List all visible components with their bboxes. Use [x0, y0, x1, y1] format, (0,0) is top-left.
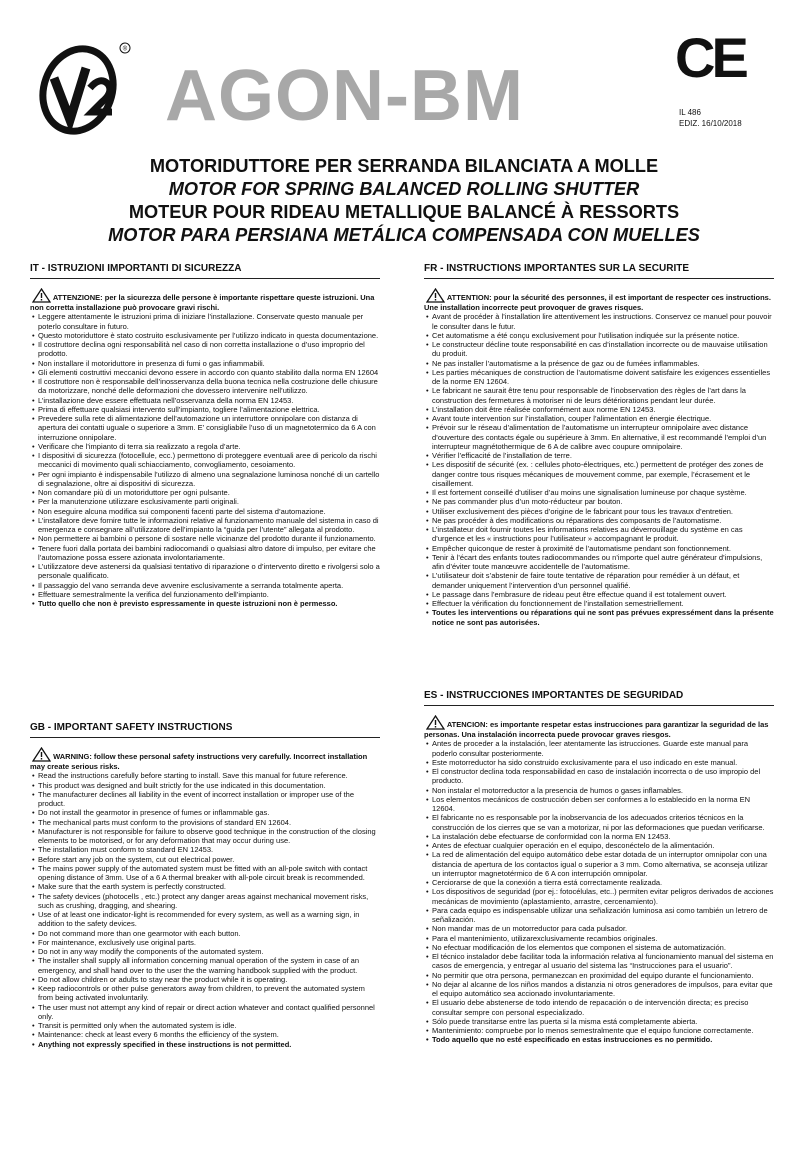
list-item: • Cerciorarse de que la conexión a tierra está correctamente realizada.	[424, 878, 774, 887]
warning-text-it: ATTENZIONE: per la sicurezza delle persone è importante rispettare queste istruzioni. Una non corretta installazione può provocare gravi rischi.	[30, 293, 375, 312]
product-brand: AGON-BM	[165, 56, 524, 136]
list-item: • Empêcher quiconque de rester à proximité de l’automatisme pendant son fonctionnement.	[424, 544, 774, 553]
list-item: • Para el mantenimiento, utilizarexclusivamente recambios originales.	[424, 934, 774, 943]
list-item: • El fabricante no es responsable por la inobservancia de los adecuados criterios técnicos en la construcción de los cierres que se van a motorizar, ni por las deformaciones que puedan verificarse.	[424, 813, 774, 832]
list-item: • Tenir à l’écart des enfants toutes radiocommandes ou n’importe quel autre générateur d’impulsions, afin d’éviter toute manœuvre accidentelle de l’automatisme.	[424, 553, 774, 572]
warning-es	[424, 715, 774, 739]
list-item: • The manufacturer declines all liability in the event of incorrect installation or improper use of the product.	[30, 790, 380, 809]
list-item: • Avant de procéder à l’installation lire attentivement les instructions. Conservez ce manuel pour pouvoir le consulter dans le futur.	[424, 312, 774, 331]
list-item: • Non eseguire alcuna modifica sui componenti facenti parte del sistema d’automazione.	[30, 507, 380, 516]
list-item: • L’utilisateur doit s’abstenir de faire toute tentative de réparation pour remédier à un défaut, et demander uniquement l’intervention d’un personnel qualifié.	[424, 571, 774, 590]
safety-list-it	[30, 312, 380, 608]
safety-list-gb	[30, 771, 380, 1049]
warning-text-es: ATENCION: es importante respetar estas instrucciones para garantizar la seguridad de las personas. Una instalación incorrecta puede provocar graves riesgos.	[424, 720, 769, 739]
final-note-fr: • Toutes les interventions ou réparations qui ne sont pas prévues expressément dans la présente notice ne sont pas autorisées.	[424, 608, 774, 627]
list-item: • Prevedere sulla rete di alimentazione dell’automazione un interruttore onnipolare con distanza di apertura dei contatti uguale o superiore a 3mm. E’ consigliabile l’uso di un magnetotermico da 6 A con interruzione onnipolare.	[30, 414, 380, 442]
ce-mark: CE	[675, 26, 745, 89]
list-item: • Do not install the gearmotor in presence of fumes or inflammable gas.	[30, 808, 380, 817]
list-item: • Keep radiocontrols or other pulse generators away from children, to prevent the automated system from being activated involuntarily.	[30, 984, 380, 1003]
list-item: • Il passaggio del vano serranda deve avvenire esclusivamente a serranda totalmente aperta.	[30, 581, 380, 590]
list-item: • Avant toute intervention sur l’installation, couper l’alimentation en énergie électrique.	[424, 414, 774, 423]
list-item: • Before start any job on the system, cut out electrical power.	[30, 855, 380, 864]
list-item: • For maintenance, exclusively use original parts.	[30, 938, 380, 947]
safety-list-fr	[424, 312, 774, 627]
section-gb	[30, 722, 380, 1049]
list-item: • Prévoir sur le réseau d’alimentation de l’automatisme un interrupteur omnipolaire avec distance d’ouverture des contacts égale ou supérieure à 3mm. En alternative, il est recommandé l’emploi d’un interrupteur magnétothermique de 6 A de calibre avec coupure omnipolaire.	[424, 423, 774, 451]
document-info	[679, 107, 742, 129]
list-item: • Do not in any way modify the components of the automated system.	[30, 947, 380, 956]
warning-text-gb: WARNING: follow these personal safety instructions very carefully. Incorrect installation may create serious risks.	[30, 752, 368, 771]
list-item: • Transit is permitted only when the automated system is idle.	[30, 1021, 380, 1030]
list-item: • Read the instructions carefully before starting to install. Save this manual for future reference.	[30, 771, 380, 780]
list-item: • No dejar al alcanne de los niños mandos a distanzia ni otros generadores de impulsos, para evitar que el equipo automático sea accionado involuntariamente.	[424, 980, 774, 999]
list-item: • Vérifier l’efficacité de l’installation de terre.	[424, 451, 774, 460]
list-item: • Le constructeur décline toute responsabilité en cas d’installation incorrecte ou de mauvaise utilisation du produit.	[424, 340, 774, 359]
list-item: • El usuario debe abstenerse de todo intendo de repacación o de intervención directa; es preciso consultar sempre con personal especializado.	[424, 998, 774, 1017]
list-item: • L’installateur doit fournir toutes les informations relatives au déverrouillage du système en cas d’urgence et les « instructions pour l’utilisateur » accompagnant le produit.	[424, 525, 774, 544]
list-item: • The installation must conform to standard EN 12453.	[30, 845, 380, 854]
list-item: • Tenere fuori dalla portata dei bambini radiocomandi o qualsiasi altro datore di impulso, per evitare che l’automazione possa essere azionata involontariamente.	[30, 544, 380, 563]
list-item: • Para cada equipo es indispensable utilizar una señalización luminosa asi como también un letrero de señalización.	[424, 906, 774, 925]
registered-mark: ®	[122, 46, 128, 53]
warning-gb	[30, 747, 380, 771]
list-item: • Le passage dans l’embrasure de rideau peut être effectue quand il est totalement ouvert.	[424, 590, 774, 599]
final-note-gb: • Anything not expressly specified in these instructions is not permitted.	[30, 1040, 380, 1049]
list-item: • La instalación debe efectuarse de conformidad con la norma EN 12453.	[424, 832, 774, 841]
section-fr	[424, 263, 774, 627]
list-item: • L’installatore deve fornire tutte le informazioni relative al funzionamento manuale del sistema in caso di emergenza e consegnare all’utilizzatore dell’impianto la “guida per l’utente” allegata al prodotto.	[30, 516, 380, 535]
list-item: • Do not command more than one gearmotor with each button.	[30, 929, 380, 938]
warning-icon	[32, 747, 51, 762]
list-item: • Per la manutenzione utilizzare esclusivamente parti originali.	[30, 497, 380, 506]
list-item: • The safety devices (photocells , etc.) protect any danger areas against mechanical movement risks, such as crushing, dragging, and shearing.	[30, 892, 380, 911]
list-item: • Non instalar el motorreductor a la presencia de humos o gases inflamables.	[424, 786, 774, 795]
list-item: • Cet automatisme a été conçu exclusivement pour l’utilisation indiquée sur la présente notice.	[424, 331, 774, 340]
title-it: MOTORIDUTTORE PER SERRANDA BILANCIATA A MOLLE	[149, 156, 659, 176]
list-item: • The user must not attempt any kind of repair or direct action whatever and contact qualified personnel only.	[30, 1003, 380, 1022]
list-item: • I dispositivi di sicurezza (fotocellule, ecc.) permettono di proteggere eventuali aree di pericolo da rischi meccanici di movimento quali schiacciamento, convogliamento, cesoiamento.	[30, 451, 380, 470]
list-item: • Il est fortement conseillé d’utiliser d’au moins une signalisation lumineuse por chaque système.	[424, 488, 774, 497]
list-item: • Questo motoriduttore è stato costruito esclusivamente per l’utilizzo indicato in questa documentazione.	[30, 331, 380, 340]
section-title-fr: FR - INSTRUCTIONS IMPORTANTES SUR LA SECURITE	[424, 263, 774, 279]
list-item: • Gli elementi costruttivi meccanici devono essere in accordo con quanto stabilito dalla norma EN 12604	[30, 368, 380, 377]
list-item: • Este motorreductor ha sido construido exclusivamente para el uso indicado en este manual.	[424, 758, 774, 767]
list-item: • Il costruttore non è responsabile dell’inosservanza della buona tecnica nella costruzione delle chiusure da motorizzare, nonché delle deformazioni che dovessero intervenire nell’utilizzo.	[30, 377, 380, 396]
list-item: • L’utilizzatore deve astenersi da qualsiasi tentativo di riparazione o d’intervento diretto e rivolgersi solo a personale qualificato.	[30, 562, 380, 581]
list-item: • Manufacturer is not responsible for failure to observe good technique in the construction of the closing elements to be motorised, or for any deformation that may occur during use.	[30, 827, 380, 846]
list-item: • Utiliser exclusivement des pièces d’origine de le fabricant pour tous les travaux d’entretien.	[424, 507, 774, 516]
product-titles	[0, 155, 808, 247]
list-item: • Non mandar mas de un motorreductor para cada pulsador.	[424, 924, 774, 933]
list-item: • Non comandare più di un motoriduttore per ogni pulsante.	[30, 488, 380, 497]
warning-fr	[424, 288, 774, 312]
list-item: • Prima di effettuare qualsiasi intervento sull’impianto, togliere l’alimentazione elettrica.	[30, 405, 380, 414]
list-item: • Make sure that the earth system is perfectly constructed.	[30, 882, 380, 891]
list-item: • Antes de proceder a la instalación, leer atentamente las istrucciones. Guarde este manual para poderlo consultar posteriormente.	[424, 739, 774, 758]
list-item: • Maintenance: check at least every 6 months the efficiency of the system.	[30, 1030, 380, 1039]
list-item: • Ne pas procéder à des modifications ou réparations des composants de l’automatisme.	[424, 516, 774, 525]
list-item: • L’installazione deve essere effettuata nell’osservanza della norma EN 12453.	[30, 396, 380, 405]
list-item: • Leggere attentamente le istruzioni prima di iniziare l’installazione. Conservate questo manuale per poterlo consultare in futuro.	[30, 312, 380, 331]
list-item: • Use of at least one indicator-light is recommended for every system, as well as a warning sign, in addition to the safety devices.	[30, 910, 380, 929]
list-item: • Los elementos mecánicos de costrucción deben ser conformes a lo establecido en la norma EN 12604.	[424, 795, 774, 814]
warning-text-fr: ATTENTION: pour la sécurité des personnes, il est important de respecter ces instructions. Une installation incorrecte peut provoquer de graves risques.	[424, 293, 771, 312]
v2-logo	[32, 38, 132, 143]
list-item: • The mains power supply of the automated system must be fitted with an all-pole switch with contact opening distance of 3mm. Use of a 6 A thermal breaker with all-pole circuit break is recommended.	[30, 864, 380, 883]
warning-icon	[32, 288, 51, 303]
section-es	[424, 690, 774, 1045]
title-fr: MOTEUR POUR RIDEAU METALLIQUE BALANCÉ À RESSORTS	[128, 202, 680, 222]
list-item: • Effectuer la vérification du fonctionnement de l’installation semestriellement.	[424, 599, 774, 608]
list-item: • Le fabricant ne saurait être tenu pour responsable de l’inobservation des règles de l’art dans la construction des fermetures à motoriser ni de leurs détériorations pendant leur durée.	[424, 386, 774, 405]
list-item: • Ne pas commander plus d’un moto-réducteur par bouton.	[424, 497, 774, 506]
list-item: • El técnico instalador debe facilitar toda la información relativa al funcionamiento manual del sistema en casos de emergencia, y entregar al usuario del sistema las “Instrucciones para el usuario”.	[424, 952, 774, 971]
document-code: IL 486	[679, 108, 701, 117]
title-gb: MOTOR FOR SPRING BALANCED ROLLING SHUTTER	[168, 179, 640, 199]
list-item: • This product was designed and built strictly for the use indicated in this documentation.	[30, 781, 380, 790]
list-item: • El constructor declina toda responsabilidad en caso de instalación incorrecta o de uso impropio del producto.	[424, 767, 774, 786]
list-item: • Les dispositif de sécurité (ex. : cellules photo-électriques, etc.) permettent de protéger des zones de danger contre tous risques mécaniques de mouvement comme, par exemple, l’écrasement et le cisaillement.	[424, 460, 774, 488]
section-title-es: ES - INSTRUCCIONES IMPORTANTES DE SEGURIDAD	[424, 690, 774, 706]
warning-icon	[426, 715, 445, 730]
warning-icon	[426, 288, 445, 303]
safety-list-es	[424, 739, 774, 1044]
list-item: • Antes de efectuar cualquier operación en el equipo, desconéctelo de la alimentación.	[424, 841, 774, 850]
list-item: • Non permettere ai bambini o persone di sostare nelle vicinanze del prodotto durante il funzionamento.	[30, 534, 380, 543]
final-note-it: • Tutto quello che non è previsto espressamente in queste istruzioni non è permesso.	[30, 599, 380, 608]
list-item: • The mechanical parts must conform to the provisions of standard EN 12604.	[30, 818, 380, 827]
list-item: • Los dispositivos de seguridad (por ej.: fotocélulas, etc..) permiten evitar peligros derivados de acciones mecánicas de movimiento (aplastamiento, arrastre, cercenamiento).	[424, 887, 774, 906]
list-item: • La red de alimentación del equipo automático debe estar dotada de un interruptor omnipolar con una distancia de apertura de los contactos igual o superior a 3 mm. Como alternativa, se aconseja utilizar un interruptor magnetotérmico de 6 A con interrupción omnipolar.	[424, 850, 774, 878]
list-item: • The installer shall supply all information concerning manual operation of the system in case of an emergency, and shall hand over to the user the the warning handbook supplied with the product.	[30, 956, 380, 975]
list-item: • Do not allow children or adults to stay near the product while it is operating.	[30, 975, 380, 984]
list-item: • Per ogni impianto è indispensabile l’utilizzo di almeno una segnalazione luminosa nonché di un cartello di segnalazione, oltre ai dispositivi di sicurezza.	[30, 470, 380, 489]
list-item: • Les parties mécaniques de construction de l’automatisme doivent satisfaire les exigences essentielles de la norme EN 12604.	[424, 368, 774, 387]
list-item: • Verificare che l’impianto di terra sia realizzato a regola d’arte.	[30, 442, 380, 451]
list-item: • No permitir que otra persona, permanezcan en proximidad del equipo durante el funcionamiento.	[424, 971, 774, 980]
warning-it	[30, 288, 380, 312]
list-item: • Il costruttore declina ogni responsabilità nel caso di non corretta installazione o d’uso improprio del prodotto.	[30, 340, 380, 359]
section-title-gb: GB - IMPORTANT SAFETY INSTRUCTIONS	[30, 722, 380, 738]
section-it	[30, 263, 380, 608]
final-note-es: • Todo aquello que no esté especificado en estas instrucciones es no permitido.	[424, 1035, 774, 1044]
list-item: • L’installation doit être réalisée conformément aux norme EN 12453.	[424, 405, 774, 414]
section-title-it: IT - ISTRUZIONI IMPORTANTI DI SICUREZZA	[30, 263, 380, 279]
edition-date: EDIZ. 16/10/2018	[679, 119, 742, 128]
list-item: • No efectuar modificación de los elementos que componen el sistema de automatización.	[424, 943, 774, 952]
list-item: • Effettuare semestralmente la verifica del funzionamento dell’impianto.	[30, 590, 380, 599]
list-item: • Mantenimiento: compruebe por lo menos semestralmente que el equipo funcione correctamente.	[424, 1026, 774, 1035]
list-item: • Ne pas installer l’automatisme a la présence de gaz ou de fumées inflammables.	[424, 359, 774, 368]
list-item: • Non installare il motoriduttore in presenza di fumi o gas infiammabili.	[30, 359, 380, 368]
list-item: • Sólo puede transitarse entre las puerta si la misma está completamente abierta.	[424, 1017, 774, 1026]
title-es: MOTOR PARA PERSIANA METÁLICA COMPENSADA CON MUELLES	[108, 225, 700, 245]
